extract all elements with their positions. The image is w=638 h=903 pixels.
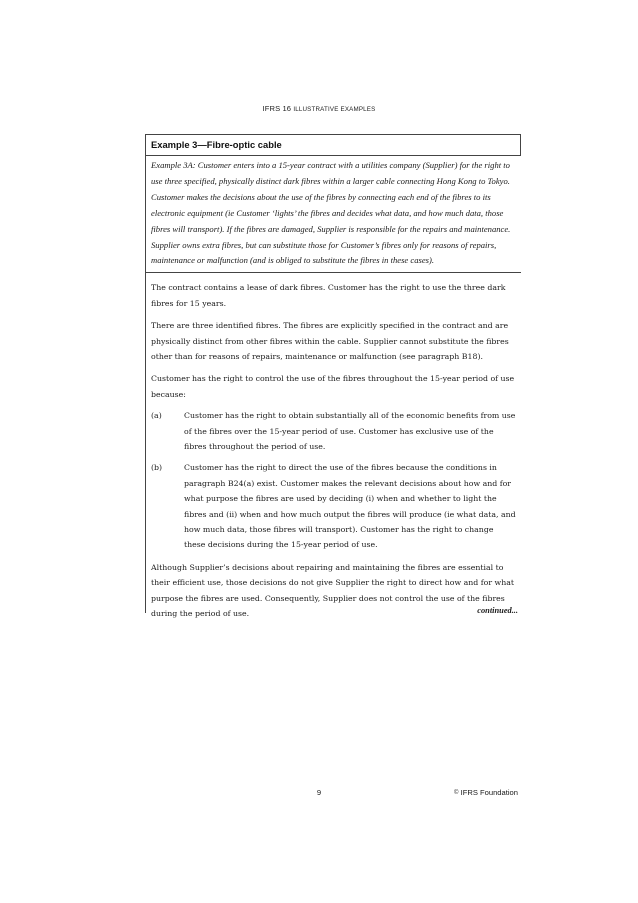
copyright	[400, 788, 518, 797]
header-doc-title: IFRS 16	[262, 104, 292, 113]
page-number: 9	[316, 788, 322, 797]
example-box	[145, 134, 520, 619]
paragraph-lease-conclusion: The contract contains a lease of dark fibres. Customer has the right to use the three dark fibres for 15 years.	[151, 283, 506, 308]
copyright-text: IFRS Foundation	[460, 788, 518, 797]
list-item-label: (b)	[151, 463, 163, 473]
continued-marker: continued...	[477, 606, 518, 615]
list-item-label: (a)	[151, 411, 162, 421]
paragraph-identified-asset: There are three identified fibres. The fibres are explicitly specified in the contract and are physically distinct from other fibres within the cable. Supplier cannot substitute the fibres other than for reasons of repairs, maintenance or malfunction (see paragraph B18).	[151, 321, 509, 361]
example-facts: Example 3A: Customer enters into a 15-year contract with a utilities company (Supplier) for the right to use three specified, physically distinct dark fibres within a larger cable connecting Hong Kong to Tokyo. Customer makes the decisions about the use of the fibres by connecting each end of the fibres to its electronic equipment (ie Customer ‘lights’ the fibres and decides what data, and how much data, those fibres will transport). If the fibres are damaged, Supplier is responsible for the repairs and maintenance. Supplier owns extra fibres, but can substitute those for Customer’s fibres only for reasons of repairs, maintenance or malfunction (and is obliged to substitute the fibres in these cases).	[146, 158, 521, 273]
paragraph-right-to-control: Customer has the right to control the use of the fibres throughout the 15-year period of use because:	[151, 374, 515, 399]
running-header	[0, 104, 638, 113]
list-item-b	[151, 460, 517, 552]
list-item-a	[151, 408, 517, 454]
list-item-text: Customer has the right to obtain substantially all of the economic benefits from use of the fibres over the 15-year period of use. Customer has exclusive use of the fibres throughout the period of use.	[184, 411, 516, 451]
header-section-title: ILLUSTRATIVE EXAMPLES	[293, 106, 376, 113]
copyright-symbol: ©	[454, 790, 459, 796]
example-title-bar	[146, 134, 521, 156]
example-title: Example 3—Fibre-optic cable	[151, 139, 282, 150]
example-content	[151, 158, 517, 621]
paragraph-supplier-decisions: Although Supplier’s decisions about repairing and maintaining the fibres are essential to their efficient use, those decisions do not give Supplier the right to direct how and for what purpose the fibres are used. Consequently, Supplier does not control the use of the fibres during the period of use.	[151, 562, 515, 619]
list-item-text: Customer has the right to direct the use of the fibres because the conditions in paragraph B24(a) exist. Customer makes the relevant decisions about how and for what purpose the fibres are used by deciding (i) when and whether to light the fibres and (ii) when and how much output the fibres will produce (ie what data, and how much data, those fibres will transport). Customer has the right to change these decisions during the 15-year period of use.	[184, 463, 516, 550]
